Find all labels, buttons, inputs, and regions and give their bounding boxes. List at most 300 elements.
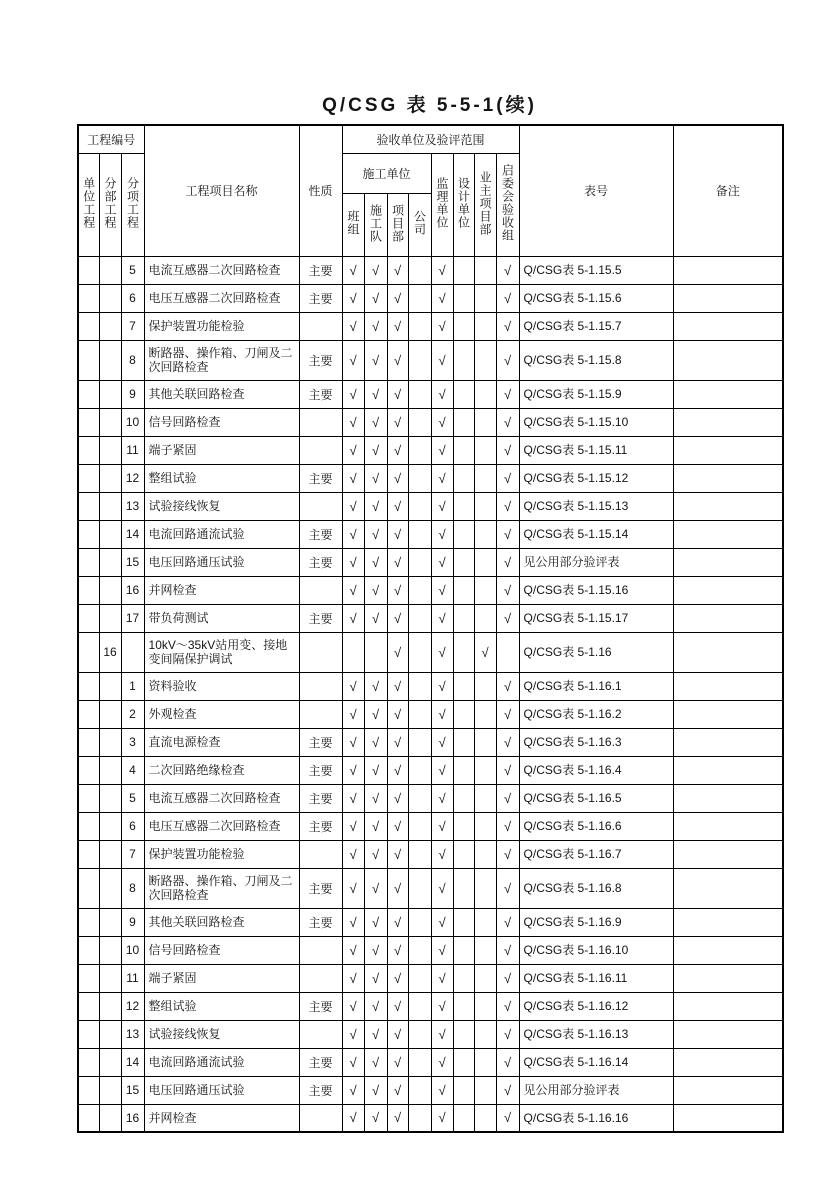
header-project-dept <box>387 193 408 256</box>
cell-remark <box>673 936 783 964</box>
cell-check-company <box>408 812 431 840</box>
cell-item-no: 10 <box>121 936 144 964</box>
cell-unit-project <box>78 256 99 284</box>
cell-check-construction-crew: √ <box>364 408 387 436</box>
cell-check-team: √ <box>342 992 364 1020</box>
table-row <box>78 936 783 964</box>
cell-unit-project <box>78 1020 99 1048</box>
cell-check-company <box>408 1048 431 1076</box>
cell-check-team: √ <box>342 548 364 576</box>
cell-check-construction-crew: √ <box>364 992 387 1020</box>
cell-property: 主要 <box>299 992 342 1020</box>
cell-check-owner-project-dept <box>474 340 496 380</box>
cell-check-owner-project-dept <box>474 604 496 632</box>
cell-project-name: 带负荷测试 <box>144 604 299 632</box>
cell-division-project <box>99 604 121 632</box>
cell-check-owner-project-dept <box>474 464 496 492</box>
cell-check-construction-crew: √ <box>364 492 387 520</box>
cell-check-supervision-unit: √ <box>431 520 453 548</box>
cell-item-no: 11 <box>121 964 144 992</box>
cell-project-name: 试验接线恢复 <box>144 1020 299 1048</box>
cell-item-no: 15 <box>121 1076 144 1104</box>
cell-check-design-unit <box>453 284 474 312</box>
cell-check-supervision-unit: √ <box>431 1076 453 1104</box>
cell-check-supervision-unit: √ <box>431 1048 453 1076</box>
cell-item-no: 16 <box>121 576 144 604</box>
cell-project-name: 并网检查 <box>144 1104 299 1132</box>
cell-division-project <box>99 1104 121 1132</box>
header-startup-committee-label: 启委会验收组 <box>500 164 515 242</box>
cell-check-owner-project-dept <box>474 756 496 784</box>
cell-check-team: √ <box>342 840 364 868</box>
cell-unit-project <box>78 784 99 812</box>
cell-check-construction-crew: √ <box>364 576 387 604</box>
table-row <box>78 1104 783 1132</box>
cell-table-no: 见公用部分验评表 <box>519 548 673 576</box>
cell-check-startup-committee: √ <box>496 548 519 576</box>
cell-check-design-unit <box>453 868 474 908</box>
table-row <box>78 464 783 492</box>
cell-check-project-dept: √ <box>387 604 408 632</box>
cell-division-project <box>99 756 121 784</box>
cell-table-no: Q/CSG表 5-1.15.11 <box>519 436 673 464</box>
cell-check-supervision-unit: √ <box>431 1020 453 1048</box>
cell-check-supervision-unit: √ <box>431 464 453 492</box>
cell-check-supervision-unit: √ <box>431 964 453 992</box>
cell-check-supervision-unit: √ <box>431 256 453 284</box>
cell-check-company <box>408 672 431 700</box>
cell-property <box>299 964 342 992</box>
cell-unit-project <box>78 520 99 548</box>
cell-check-owner-project-dept <box>474 520 496 548</box>
cell-check-company <box>408 784 431 812</box>
header-remarks: 备注 <box>673 125 783 256</box>
cell-check-team: √ <box>342 784 364 812</box>
cell-property: 主要 <box>299 604 342 632</box>
cell-check-construction-crew: √ <box>364 464 387 492</box>
cell-division-project <box>99 1020 121 1048</box>
cell-remark <box>673 812 783 840</box>
cell-project-name: 并网检查 <box>144 576 299 604</box>
cell-check-supervision-unit: √ <box>431 936 453 964</box>
cell-check-company <box>408 1020 431 1048</box>
cell-remark <box>673 992 783 1020</box>
cell-project-name: 端子紧固 <box>144 436 299 464</box>
cell-check-supervision-unit: √ <box>431 408 453 436</box>
cell-check-company <box>408 840 431 868</box>
cell-check-project-dept: √ <box>387 700 408 728</box>
cell-check-design-unit <box>453 408 474 436</box>
cell-check-construction-crew <box>364 632 387 672</box>
cell-unit-project <box>78 756 99 784</box>
cell-check-design-unit <box>453 964 474 992</box>
cell-check-supervision-unit: √ <box>431 812 453 840</box>
cell-property: 主要 <box>299 908 342 936</box>
cell-division-project <box>99 784 121 812</box>
cell-division-project <box>99 436 121 464</box>
cell-item-no: 11 <box>121 436 144 464</box>
cell-check-startup-committee: √ <box>496 840 519 868</box>
cell-unit-project <box>78 576 99 604</box>
cell-check-startup-committee: √ <box>496 812 519 840</box>
cell-check-startup-committee: √ <box>496 1020 519 1048</box>
cell-check-project-dept: √ <box>387 1076 408 1104</box>
cell-check-startup-committee: √ <box>496 312 519 340</box>
cell-item-no: 13 <box>121 1020 144 1048</box>
table-header <box>78 125 783 256</box>
cell-division-project <box>99 464 121 492</box>
cell-check-startup-committee: √ <box>496 784 519 812</box>
cell-check-company <box>408 964 431 992</box>
cell-check-construction-crew: √ <box>364 756 387 784</box>
cell-check-owner-project-dept <box>474 1104 496 1132</box>
cell-check-project-dept: √ <box>387 868 408 908</box>
cell-division-project <box>99 728 121 756</box>
cell-project-name: 外观检查 <box>144 700 299 728</box>
cell-item-no: 1 <box>121 672 144 700</box>
cell-unit-project <box>78 812 99 840</box>
cell-check-construction-crew: √ <box>364 1020 387 1048</box>
cell-division-project <box>99 284 121 312</box>
cell-check-startup-committee: √ <box>496 1048 519 1076</box>
cell-unit-project <box>78 492 99 520</box>
cell-check-construction-crew: √ <box>364 340 387 380</box>
cell-item-no: 7 <box>121 840 144 868</box>
cell-remark <box>673 492 783 520</box>
cell-check-team: √ <box>342 604 364 632</box>
cell-remark <box>673 380 783 408</box>
cell-project-name: 整组试验 <box>144 992 299 1020</box>
cell-table-no: Q/CSG表 5-1.16.8 <box>519 868 673 908</box>
cell-check-supervision-unit: √ <box>431 380 453 408</box>
header-supervision-unit <box>431 153 453 256</box>
header-owner-project-dept-label: 业主项目部 <box>478 170 493 236</box>
cell-check-design-unit <box>453 632 474 672</box>
cell-check-construction-crew: √ <box>364 700 387 728</box>
cell-check-design-unit <box>453 784 474 812</box>
cell-check-supervision-unit: √ <box>431 284 453 312</box>
cell-check-construction-crew: √ <box>364 812 387 840</box>
cell-remark <box>673 700 783 728</box>
cell-check-project-dept: √ <box>387 756 408 784</box>
cell-unit-project <box>78 1076 99 1104</box>
cell-check-project-dept: √ <box>387 576 408 604</box>
cell-property <box>299 672 342 700</box>
table-row <box>78 408 783 436</box>
cell-check-supervision-unit: √ <box>431 436 453 464</box>
table-row <box>78 548 783 576</box>
header-unit-project-label: 单位工程 <box>81 177 96 229</box>
cell-item-no: 12 <box>121 464 144 492</box>
cell-remark <box>673 284 783 312</box>
cell-check-design-unit <box>453 908 474 936</box>
cell-division-project <box>99 256 121 284</box>
cell-item-no: 7 <box>121 312 144 340</box>
cell-property: 主要 <box>299 256 342 284</box>
cell-table-no: Q/CSG表 5-1.16.14 <box>519 1048 673 1076</box>
cell-check-company <box>408 992 431 1020</box>
cell-check-project-dept: √ <box>387 312 408 340</box>
cell-check-project-dept: √ <box>387 548 408 576</box>
cell-project-name: 资料验收 <box>144 672 299 700</box>
cell-unit-project <box>78 672 99 700</box>
header-company <box>408 193 431 256</box>
cell-division-project <box>99 548 121 576</box>
cell-check-project-dept: √ <box>387 284 408 312</box>
cell-check-owner-project-dept <box>474 868 496 908</box>
cell-remark <box>673 908 783 936</box>
cell-check-project-dept: √ <box>387 1104 408 1132</box>
cell-unit-project <box>78 1104 99 1132</box>
cell-project-name: 保护装置功能检验 <box>144 312 299 340</box>
cell-project-name: 整组试验 <box>144 464 299 492</box>
cell-remark <box>673 548 783 576</box>
cell-check-team: √ <box>342 1048 364 1076</box>
cell-table-no: 见公用部分验评表 <box>519 1076 673 1104</box>
table-row <box>78 908 783 936</box>
cell-table-no: Q/CSG表 5-1.15.7 <box>519 312 673 340</box>
header-property: 性质 <box>299 125 342 256</box>
cell-unit-project <box>78 464 99 492</box>
cell-project-name: 其他关联回路检查 <box>144 908 299 936</box>
table-row <box>78 1020 783 1048</box>
header-acceptance-scope: 验收单位及验评范围 <box>342 125 519 153</box>
cell-item-no: 17 <box>121 604 144 632</box>
cell-table-no: Q/CSG表 5-1.15.10 <box>519 408 673 436</box>
cell-property: 主要 <box>299 340 342 380</box>
cell-remark <box>673 672 783 700</box>
cell-check-construction-crew: √ <box>364 1076 387 1104</box>
cell-table-no: Q/CSG表 5-1.16.10 <box>519 936 673 964</box>
cell-check-design-unit <box>453 728 474 756</box>
cell-table-no: Q/CSG表 5-1.16.2 <box>519 700 673 728</box>
cell-check-design-unit <box>453 812 474 840</box>
cell-check-owner-project-dept <box>474 672 496 700</box>
cell-property: 主要 <box>299 868 342 908</box>
cell-remark <box>673 520 783 548</box>
cell-check-company <box>408 548 431 576</box>
section-row <box>78 632 783 672</box>
cell-check-design-unit <box>453 1104 474 1132</box>
cell-check-team: √ <box>342 728 364 756</box>
cell-property <box>299 312 342 340</box>
cell-check-company <box>408 1076 431 1104</box>
cell-project-name: 电压回路通压试验 <box>144 1076 299 1104</box>
cell-check-team: √ <box>342 1020 364 1048</box>
cell-check-owner-project-dept <box>474 548 496 576</box>
header-unit-project <box>78 153 99 256</box>
cell-check-supervision-unit: √ <box>431 340 453 380</box>
cell-check-owner-project-dept <box>474 284 496 312</box>
cell-check-owner-project-dept <box>474 840 496 868</box>
cell-check-design-unit <box>453 1020 474 1048</box>
cell-division-project <box>99 408 121 436</box>
cell-check-construction-crew: √ <box>364 784 387 812</box>
cell-unit-project <box>78 548 99 576</box>
cell-table-no: Q/CSG表 5-1.16.13 <box>519 1020 673 1048</box>
cell-check-project-dept: √ <box>387 784 408 812</box>
cell-division-project: 16 <box>99 632 121 672</box>
cell-item-no: 15 <box>121 548 144 576</box>
cell-check-project-dept: √ <box>387 408 408 436</box>
cell-property <box>299 936 342 964</box>
header-design-unit <box>453 153 474 256</box>
cell-check-startup-committee: √ <box>496 464 519 492</box>
cell-unit-project <box>78 700 99 728</box>
cell-remark <box>673 964 783 992</box>
cell-item-no: 13 <box>121 492 144 520</box>
cell-check-company <box>408 576 431 604</box>
cell-property: 主要 <box>299 728 342 756</box>
cell-check-construction-crew: √ <box>364 436 387 464</box>
cell-check-team: √ <box>342 812 364 840</box>
cell-table-no: Q/CSG表 5-1.16.9 <box>519 908 673 936</box>
header-design-unit-label: 设计单位 <box>456 177 471 229</box>
cell-property <box>299 408 342 436</box>
cell-check-design-unit <box>453 672 474 700</box>
cell-check-project-dept: √ <box>387 520 408 548</box>
cell-table-no: Q/CSG表 5-1.16.1 <box>519 672 673 700</box>
table-row <box>78 992 783 1020</box>
cell-check-owner-project-dept <box>474 1020 496 1048</box>
cell-check-team: √ <box>342 256 364 284</box>
cell-division-project <box>99 1048 121 1076</box>
cell-check-startup-committee: √ <box>496 1076 519 1104</box>
cell-unit-project <box>78 1048 99 1076</box>
cell-check-owner-project-dept <box>474 576 496 604</box>
cell-item-no: 14 <box>121 520 144 548</box>
cell-unit-project <box>78 436 99 464</box>
cell-check-supervision-unit: √ <box>431 868 453 908</box>
table-row <box>78 312 783 340</box>
cell-item-no: 6 <box>121 812 144 840</box>
cell-table-no: Q/CSG表 5-1.16.7 <box>519 840 673 868</box>
cell-item-no: 9 <box>121 380 144 408</box>
cell-check-company <box>408 256 431 284</box>
cell-unit-project <box>78 964 99 992</box>
cell-unit-project <box>78 284 99 312</box>
header-team <box>342 193 364 256</box>
cell-check-supervision-unit: √ <box>431 312 453 340</box>
cell-remark <box>673 868 783 908</box>
header-construction-crew <box>364 193 387 256</box>
cell-remark <box>673 840 783 868</box>
cell-item-no: 14 <box>121 1048 144 1076</box>
cell-check-project-dept: √ <box>387 436 408 464</box>
table-row <box>78 520 783 548</box>
cell-check-construction-crew: √ <box>364 840 387 868</box>
cell-remark <box>673 256 783 284</box>
cell-unit-project <box>78 380 99 408</box>
cell-check-supervision-unit: √ <box>431 840 453 868</box>
header-construction-crew-label: 施工队 <box>368 203 383 243</box>
cell-check-owner-project-dept <box>474 1076 496 1104</box>
cell-project-name: 断路器、操作箱、刀闸及二次回路检查 <box>144 868 299 908</box>
cell-check-design-unit <box>453 700 474 728</box>
cell-check-supervision-unit: √ <box>431 548 453 576</box>
cell-check-team: √ <box>342 340 364 380</box>
cell-check-project-dept: √ <box>387 728 408 756</box>
cell-check-design-unit <box>453 436 474 464</box>
cell-remark <box>673 576 783 604</box>
cell-check-project-dept: √ <box>387 992 408 1020</box>
cell-check-project-dept: √ <box>387 812 408 840</box>
cell-check-company <box>408 340 431 380</box>
cell-check-startup-committee: √ <box>496 1104 519 1132</box>
cell-division-project <box>99 340 121 380</box>
cell-check-supervision-unit: √ <box>431 908 453 936</box>
cell-property: 主要 <box>299 756 342 784</box>
cell-check-startup-committee: √ <box>496 380 519 408</box>
table-row <box>78 340 783 380</box>
cell-check-project-dept: √ <box>387 256 408 284</box>
header-project-number: 工程编号 <box>78 125 144 153</box>
cell-unit-project <box>78 604 99 632</box>
cell-remark <box>673 436 783 464</box>
cell-check-team <box>342 632 364 672</box>
cell-check-company <box>408 936 431 964</box>
cell-check-company <box>408 728 431 756</box>
cell-check-design-unit <box>453 992 474 1020</box>
cell-check-company <box>408 756 431 784</box>
cell-table-no: Q/CSG表 5-1.16.3 <box>519 728 673 756</box>
cell-check-owner-project-dept <box>474 380 496 408</box>
cell-item-no <box>121 632 144 672</box>
cell-check-owner-project-dept <box>474 700 496 728</box>
table-row <box>78 492 783 520</box>
cell-check-startup-committee: √ <box>496 936 519 964</box>
cell-remark <box>673 604 783 632</box>
table-row <box>78 840 783 868</box>
cell-check-design-unit <box>453 340 474 380</box>
cell-check-owner-project-dept <box>474 436 496 464</box>
cell-unit-project <box>78 728 99 756</box>
cell-check-team: √ <box>342 908 364 936</box>
cell-check-construction-crew: √ <box>364 256 387 284</box>
cell-project-name: 端子紧固 <box>144 964 299 992</box>
cell-project-name: 电流互感器二次回路检查 <box>144 256 299 284</box>
cell-check-project-dept: √ <box>387 464 408 492</box>
table-row <box>78 1076 783 1104</box>
cell-property <box>299 1104 342 1132</box>
table-row <box>78 380 783 408</box>
header-project-item-name: 工程项目名称 <box>144 125 299 256</box>
cell-table-no: Q/CSG表 5-1.16.11 <box>519 964 673 992</box>
cell-item-no: 10 <box>121 408 144 436</box>
cell-property <box>299 632 342 672</box>
cell-table-no: Q/CSG表 5-1.16.4 <box>519 756 673 784</box>
cell-check-owner-project-dept <box>474 964 496 992</box>
table-row <box>78 604 783 632</box>
cell-check-construction-crew: √ <box>364 964 387 992</box>
cell-check-supervision-unit: √ <box>431 700 453 728</box>
cell-check-construction-crew: √ <box>364 520 387 548</box>
header-supervision-unit-label: 监理单位 <box>435 177 450 229</box>
cell-check-startup-committee: √ <box>496 576 519 604</box>
cell-check-design-unit <box>453 604 474 632</box>
cell-check-owner-project-dept <box>474 728 496 756</box>
cell-remark <box>673 408 783 436</box>
cell-table-no: Q/CSG表 5-1.15.14 <box>519 520 673 548</box>
cell-item-no: 4 <box>121 756 144 784</box>
cell-check-team: √ <box>342 1104 364 1132</box>
cell-check-team: √ <box>342 936 364 964</box>
cell-check-supervision-unit: √ <box>431 756 453 784</box>
header-construction-unit: 施工单位 <box>342 153 431 193</box>
cell-unit-project <box>78 908 99 936</box>
cell-check-company <box>408 520 431 548</box>
table-row <box>78 700 783 728</box>
